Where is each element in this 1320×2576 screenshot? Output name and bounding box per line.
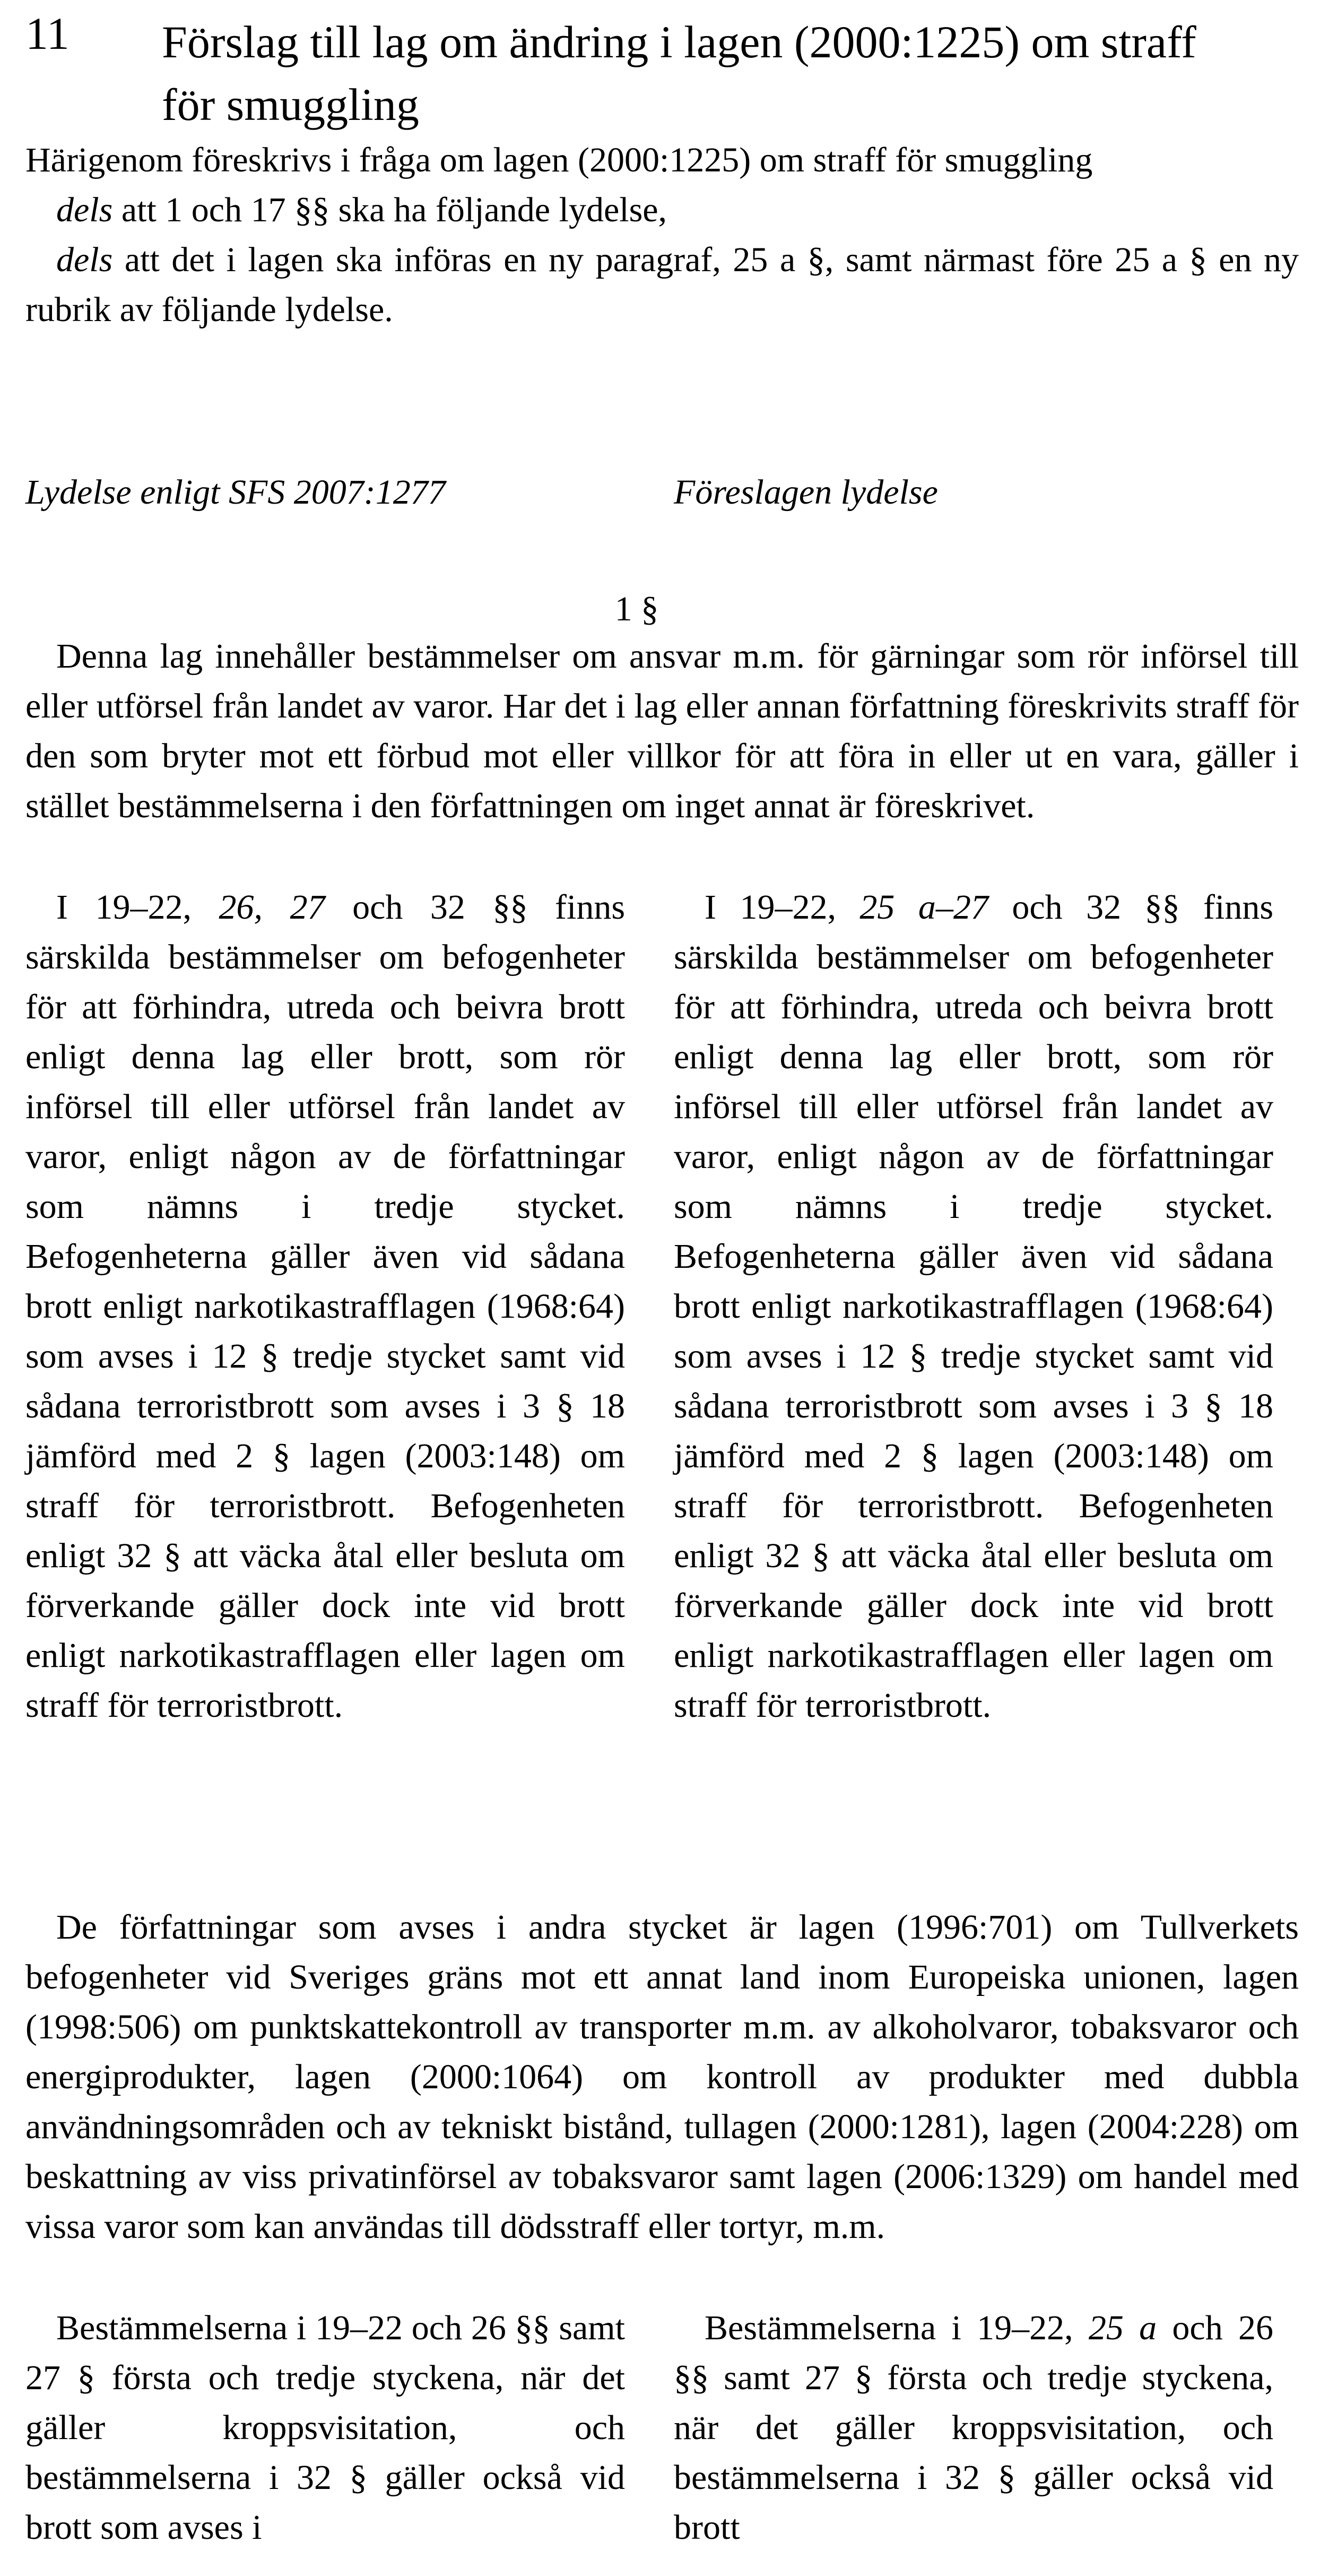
proposal-number: 11 — [25, 8, 70, 59]
text-run: och 32 §§ finns särskilda bestämmelser om befogenheter för att förhindra, utreda och beivra brott enligt denna lag eller brott, som rör införsel till eller utförsel från landet av varor, enligt någon av de författningar som nämns i tredje stycket. Befogenheterna gäller även vid sådana brott enligt narkotikastrafflagen (1968:64) som avses i 12 § tredje stycket samt vid sådana terroristbrott som avses i 3 § 18 jämförd med 2 § lagen (2003:148) om straff för terroristbrott. Befogenheten enligt 32 § att väcka åtal eller besluta om förverkande gäller dock inte vid brott enligt narkotikastrafflagen eller lagen om straff för terroristbrott. — [25, 888, 625, 1725]
text-run: I 19–22, — [56, 888, 219, 927]
paragraph-3: De författningar som avses i andra stycket är lagen (1996:701) om Tullverkets befogenheter vid Sveriges gräns mot ett annat land inom Europeiska unionen, lagen (1998:506) om punktskattekontroll av transporter m.m. av alkoholvaror, tobaksvaror och energiprodukter, lagen (2000:1064) om kontroll av produkter med dubbla användningsområden och av tekniskt bistånd, tullagen (2000:1281), lagen (2004:228) om beskattning av viss privatinförsel av tobaksvaror samt lagen (2006:1329) om handel med vissa varor som kan användas till dödsstraff eller tortyr, m.m. — [25, 1908, 1299, 2246]
dels-word: dels — [56, 240, 113, 279]
italic-reference: 25 a–27 — [859, 888, 988, 927]
text-run: och 32 §§ finns särskilda bestämmelser om befogenheter för att förhindra, utreda och beivra brott enligt denna lag eller brott, som rör införsel till eller utförsel från landet av varor, enligt någon av de författningar som nämns i tredje stycket. Befogenheterna gäller även vid sådana brott enligt narkotikastrafflagen (1968:64) som avses i 12 § tredje stycket samt vid sådana terroristbrott som avses i 3 § 18 jämförd med 2 § lagen (2003:148) om straff för terroristbrott. Befogenheten enligt 32 § att väcka åtal eller besluta om förverkande gäller dock inte vid brott enligt narkotikastrafflagen eller lagen om straff för terroristbrott. — [674, 888, 1274, 1725]
italic-reference: 26, 27 — [219, 888, 325, 927]
left-paragraph-4: Bestämmelserna i 19–22 och 26 §§ samt 27 § första och tredje styckena, när det gäller kroppsvisitation, och bestämmelserna i 32 § gäller också vid brott som avses i — [25, 2309, 625, 2547]
right-paragraph-2 — [674, 883, 1273, 1731]
left-column-heading: Lydelse enligt SFS 2007:1277 — [25, 473, 446, 512]
dels-text: att 1 och 17 §§ ska ha följande lydelse, — [112, 191, 667, 229]
section-label: 1 § — [614, 590, 659, 628]
paragraph-1: Denna lag innehåller bestämmelser om ansvar m.m. för gärningar som rör införsel till eller utförsel från landet av varor. Har det i lag eller annan författning föreskrivits straff för den som bryter mot ett förbud mot eller villkor för att föra in eller ut en vara, gäller i stället bestämmelserna i den författningen om inget annat är föreskrivet. — [25, 637, 1299, 825]
text-run: Bestämmelserna i 19–22, — [705, 2309, 1089, 2347]
italic-reference: 25 a — [1088, 2309, 1157, 2347]
text-run: I 19–22, — [705, 888, 860, 927]
intro-block — [25, 135, 1299, 335]
text-run: och 26 §§ samt 27 § första och tredje styckena, när det gäller kroppsvisitation, och bestämmelserna i 32 § gäller också vid brott — [674, 2309, 1273, 2547]
proposal-title: Förslag till lag om ändring i lagen (2000:1225) om straff för smuggling — [162, 16, 1196, 130]
left-paragraph-2 — [25, 883, 625, 1731]
dels-text: att det i lagen ska införas en ny paragraf, 25 a §, samt närmast före 25 a § en ny rubrik av följande lydelse. — [25, 240, 1299, 329]
right-paragraph-4 — [674, 2303, 1273, 2553]
right-column-heading: Föreslagen lydelse — [674, 473, 938, 512]
dels-word: dels — [56, 191, 113, 229]
intro-line: Härigenom föreskrivs i fråga om lagen (2000:1225) om straff för smuggling — [25, 141, 1093, 179]
dels-clause-2 — [25, 235, 1299, 335]
dels-clause-1 — [25, 185, 1299, 235]
